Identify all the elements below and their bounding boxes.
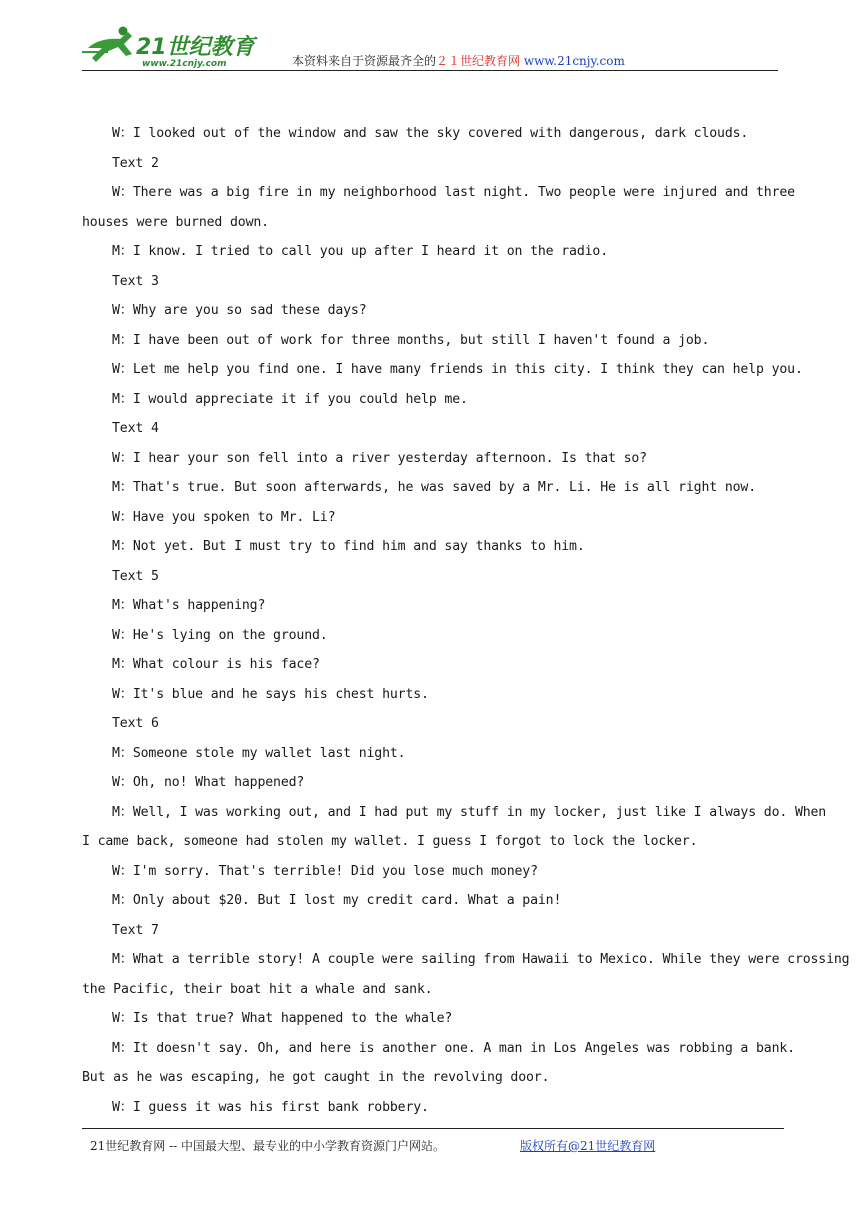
- section-heading: Text 5: [112, 568, 159, 584]
- transcript-line: W：It's blue and he says his chest hurts.: [112, 686, 429, 702]
- footer-text: 21世纪教育网 -- 中国最大型、最专业的中小学教育资源门户网站。: [90, 1139, 446, 1153]
- section-heading: Text 6: [112, 716, 159, 731]
- transcript-line: M：That's true. But soon afterwards, he was saved by a Mr. Li. He is all right now.: [112, 480, 756, 495]
- transcript-line: W：Is that true? What happened to the whale?: [112, 1011, 453, 1026]
- transcript-line: W：Oh, no! What happened?: [112, 775, 305, 790]
- header-note-url[interactable]: www.21cnjy.com: [523, 54, 625, 68]
- transcript-line: M：Not yet. But I must try to find him and say thanks to him.: [112, 539, 585, 554]
- transcript-line: M：I would appreciate it if you could help me.: [112, 391, 468, 407]
- transcript-line: M：What colour is his face?: [112, 657, 320, 672]
- header-source-note: [292, 52, 625, 69]
- transcript-line: M：I know. I tried to call you up after I heard it on the radio.: [112, 244, 608, 259]
- page-header: [82, 20, 778, 71]
- transcript-line: M：It doesn't say. Oh, and here is another one. A man in Los Angeles was robbing a bank.: [112, 1040, 795, 1056]
- footer-copyright-link[interactable]: 版权所有@21世纪教育网: [520, 1139, 656, 1153]
- transcript-line: W：Have you spoken to Mr. Li?: [112, 509, 336, 525]
- transcript-line: M：I have been out of work for three months, but still I haven't found a job.: [112, 332, 710, 348]
- transcript-line: M：What's happening?: [112, 598, 266, 613]
- transcript-line: W：He's lying on the ground.: [112, 627, 328, 643]
- transcript-line: W：I'm sorry. That's terrible! Did you lose much money?: [112, 863, 538, 879]
- transcript-line: M：Someone stole my wallet last night.: [112, 745, 406, 761]
- runner-logo-icon: [82, 22, 282, 68]
- transcript-line: W：I hear your son fell into a river yesterday afternoon. Is that so?: [112, 450, 647, 466]
- section-heading: Text 4: [112, 421, 159, 436]
- logo-url: www.21cnjy.com: [142, 59, 227, 68]
- transcript-line: M：Only about $20. But I lost my credit card. What a pain!: [112, 893, 562, 908]
- transcript-line: W：Why are you so sad these days?: [112, 303, 367, 318]
- transcript-line: the Pacific, their boat hit a whale and sank.: [82, 981, 433, 997]
- transcript-line: I came back, someone had stolen my wallet. I guess I forgot to lock the locker.: [82, 834, 698, 849]
- page-footer: [82, 1128, 784, 1153]
- document-body: [82, 119, 850, 1122]
- section-heading: Text 2: [112, 155, 159, 171]
- transcript-line: But as he was escaping, he got caught in the revolving door.: [82, 1070, 550, 1085]
- logo-text: 21世纪教育: [136, 35, 255, 60]
- header-note-brand: ２１世纪教育网: [436, 54, 521, 68]
- section-heading: Text 7: [112, 922, 159, 938]
- transcript-line: M：Well, I was working out, and I had put my stuff in my locker, just like I always do. When: [112, 804, 827, 820]
- transcript-line: houses were burned down.: [82, 214, 269, 230]
- header-note-prefix: 本资料来自于资源最齐全的: [292, 54, 437, 68]
- transcript-line: W：There was a big fire in my neighborhood last night. Two people were injured and three: [112, 185, 795, 200]
- transcript-line: W：I guess it was his first bank robbery.: [112, 1099, 429, 1115]
- site-logo[interactable]: [82, 22, 282, 68]
- transcript-line: W：I looked out of the window and saw the sky covered with dangerous, dark clouds.: [112, 126, 749, 141]
- section-heading: Text 3: [112, 273, 159, 289]
- transcript-line: W：Let me help you find one. I have many friends in this city. I think they can help you.: [112, 362, 803, 377]
- transcript-line: M：What a terrible story! A couple were sailing from Hawaii to Mexico. While they were crossing: [112, 952, 850, 967]
